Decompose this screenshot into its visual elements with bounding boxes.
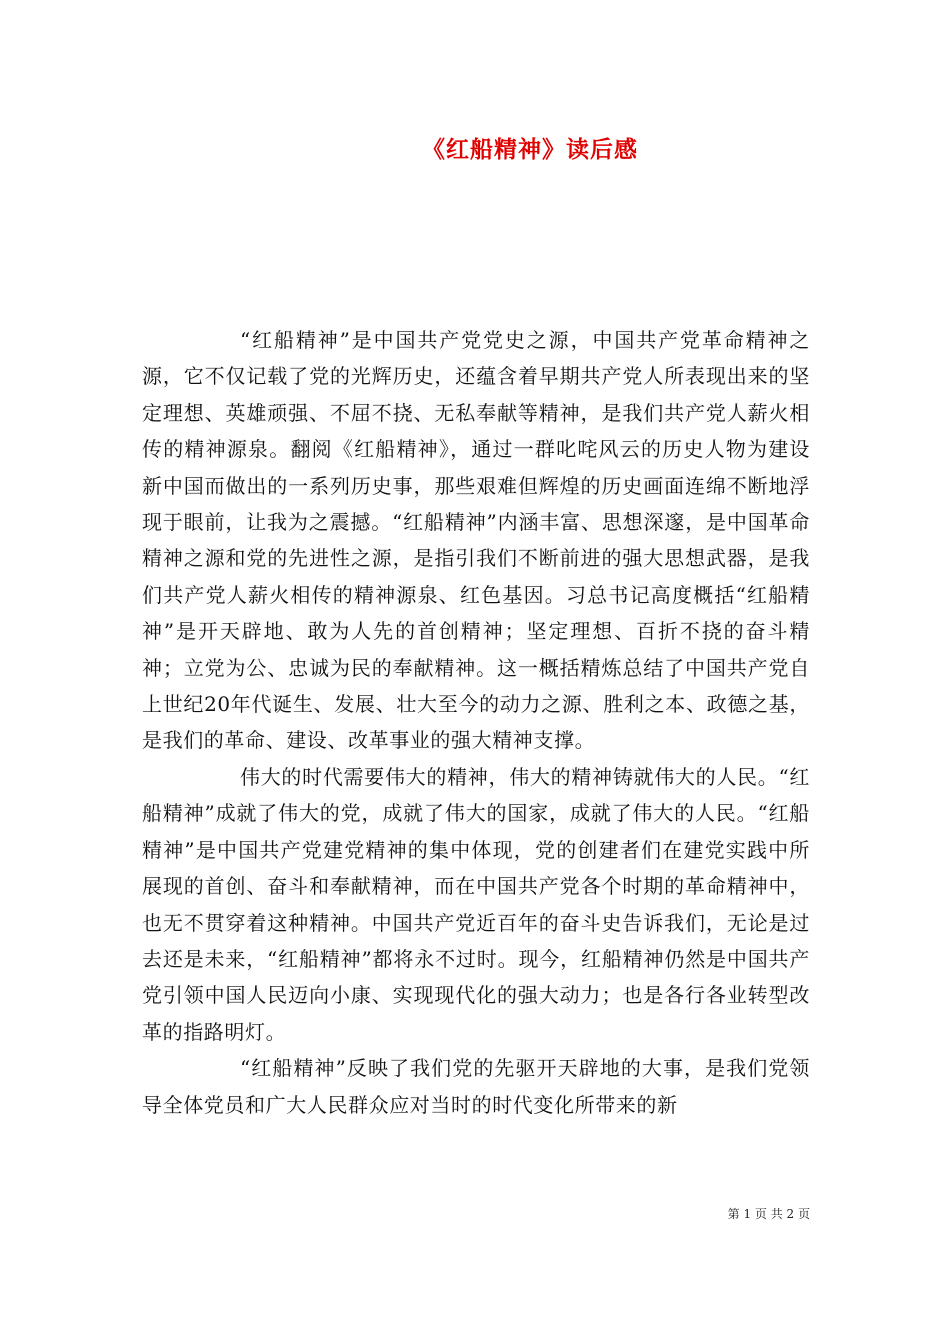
- document-title: 《红船精神》读后感: [422, 136, 638, 163]
- paragraph-2: 伟大的时代需要伟大的精神，伟大的精神铸就伟大的人民。“红船精神”成就了伟大的党，成就了伟大的国家，成就了伟大的人民。“红船精神”是中国共产党建党精神的集中体现，党的创建者们在建党实践中所展现的首创、奋斗和奉献精神，而在中国共产党各个时期的革命精神中，也无不贯穿着这种精神。中国共产党近百年的奋斗史告诉我们，无论是过去还是未来，“红船精神”都将永不过时。现今，红船精神仍然是中国共产党引领中国人民迈向小康、实现现代化的强大动力；也是各行各业转型改革的指路明灯。: [142, 764, 810, 1044]
- paragraph-1: “红船精神”是中国共产党党史之源，中国共产党革命精神之源，它不仅记载了党的光辉历史，还蕴含着早期共产党人所表现出来的坚定理想、英雄顽强、不屈不挠、无私奉献等精神，是我们共产党人薪火相传的精神源泉。翻阅《红船精神》，通过一群叱咤风云的历史人物为建设新中国而做出的一系列历史事，那些艰难但辉煌的历史画面连绵不断地浮现于眼前，让我为之震撼。“红船精神”内涵丰富、思想深邃，是中国革命精神之源和党的先进性之源，是指引我们不断前进的强大思想武器，是我们共产党人薪火相传的精神源泉、红色基因。习总书记高度概括“红船精神”是开天辟地、敢为人先的首创精神；坚定理想、百折不挠的奋斗精神；立党为公、忠诚为民的奉献精神。这一概括精炼总结了中国共产党自上世纪20年代诞生、发展、壮大至今的动力之源、胜利之本、政德之基，是我们的革命、建设、改革事业的强大精神支撑。: [142, 328, 810, 753]
- page-footer: 第 1 页 共 2 页: [727, 1207, 810, 1221]
- document-body: [142, 322, 810, 1123]
- paragraph-3: “红船精神”反映了我们党的先驱开天辟地的大事，是我们党领导全体党员和广大人民群众应对当时的时代变化所带来的新: [142, 1056, 810, 1117]
